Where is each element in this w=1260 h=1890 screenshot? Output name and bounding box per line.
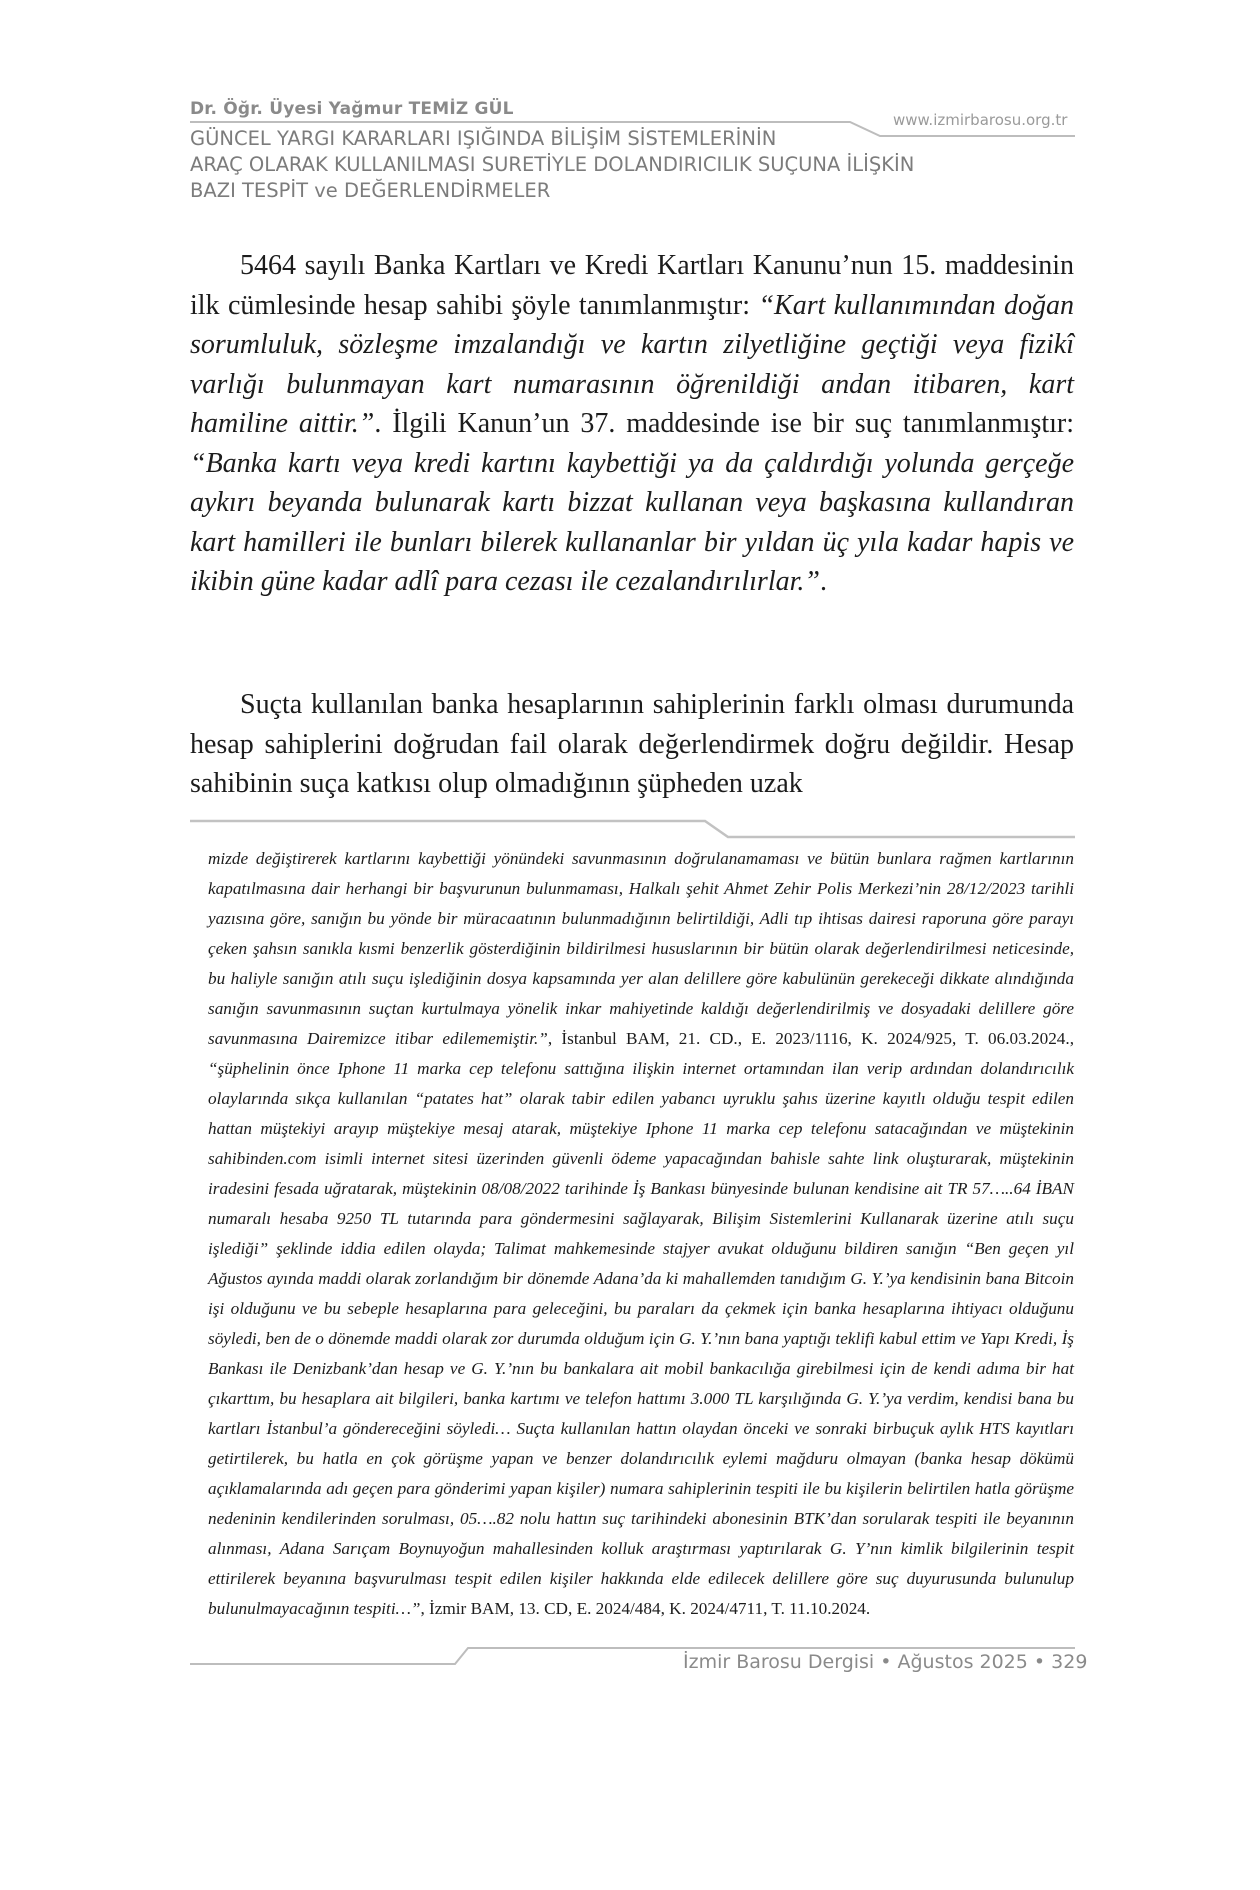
header-title-line: ARAÇ OLARAK KULLANILMASI SURETİYLE DOLANDIRICILIK SUÇUNA İLİŞKİN xyxy=(190,153,915,176)
footnote-citation-b: , İzmir BAM, 13. CD, E. 2024/484, K. 2024/4711, T. 11.10.2024. xyxy=(420,1599,871,1618)
header-title-line: GÜNCEL YARGI KARARLARI IŞIĞINDA BİLİŞİM SİSTEMLERİNİN xyxy=(190,127,777,150)
para1-middle: . İlgili Kanun’un 37. maddesinde ise bir suç tanımlanmıştır: xyxy=(374,408,1075,439)
footnote-citation-a: , İstanbul BAM, 21. CD., E. 2023/1116, K. 2024/925, T. 06.03.2024., xyxy=(547,1029,1074,1048)
body-paragraph-2 xyxy=(190,685,1074,804)
para1-end: . xyxy=(819,566,827,597)
para1-intro: 5464 sayılı Banka Kartları ve Kredi Kartları Kanunu’nun 15. maddesinin ilk cümlesinde hesap sahibi şöyle tanımlanmıştır: xyxy=(190,250,1074,321)
law-quote-article-15: “Kart kullanımından doğan sorumluluk, sözleşme imzalandığı ve kartın zilyetliğine geçtiği veya fizikî varlığı bulunmayan kart numarasının öğrenildiği andan itibaren, kart hamiline aittir.” xyxy=(190,289,1074,439)
footnote-separator-rule xyxy=(190,821,1075,837)
header-title-line: BAZI TESPİT ve DEĞERLENDİRMELER xyxy=(190,179,551,202)
header-article-title xyxy=(190,126,970,204)
header-author: Dr. Öğr. Üyesi Yağmur TEMİZ GÜL xyxy=(190,99,514,119)
para2-text: Suçta kullanılan banka hesaplarının sahiplerinin farklı olması durumunda hesap sahiplerini doğrudan fail olarak değerlendirmek doğru değildir. Hesap sahibinin suça katkısı olup olmadığının şüpheden uzak xyxy=(190,689,1074,799)
footnote xyxy=(208,844,1074,1624)
body-paragraph-1 xyxy=(190,246,1074,602)
footnote-court-quote-a: mizde değiştirerek kartlarını kaybettiği yönündeki savunmasının doğrulanamaması ve bütün bunlara rağmen kartlarının kapatılmasına dair herhangi bir başvurunun bulunmaması, Halkalı şehit Ahmet Zehir Polis Merkezi’nin 28/12/2023 tarihli yazısına göre, sanığın bu yönde bir müracaatının bulunmadığının belirtildiği, Adli tıp ihtisas dairesi raporuna göre parayı çeken şahsın sanıkla kısmi benzerlik gösterdiğinin bildirilmesi hususlarının bir bütün olarak değerlendirilmesi neticesinde, bu haliyle sanığın atılı suçu işlediğinin dosya kapsamında yer alan delillere göre kabulünün gerekeceği dikkate alındığında sanığın savunmasının suçtan kurtulmaya yönelik inkar mahiyetinde kaldığı değerlendirilmiş ve dosyadaki delillere göre savunmasına Dairemizce itibar edilememiştir.” xyxy=(208,849,1074,1048)
header-website-link[interactable]: www.izmirbarosu.org.tr xyxy=(893,111,1068,129)
footer-journal-info: İzmir Barosu Dergisi • Ağustos 2025 • 329 xyxy=(683,1651,1088,1673)
law-quote-article-37: “Banka kartı veya kredi kartını kaybettiği ya da çaldırdığı yolunda gerçeğe aykırı beyanda bulunarak kartı bizzat kullanan veya başkasına kullandıran kart hamilleri ile bunları bilerek kullananlar bir yıldan üç yıla kadar hapis ve ikibin güne kadar adlî para cezası ile cezalandırılırlar.” xyxy=(190,447,1074,597)
footnote-court-quote-b: “şüphelinin önce Iphone 11 marka cep telefonu sattığına ilişkin internet ortamından ilan verip ardından dolandırıcılık olaylarında sıkça kullanılan “patates hat” olarak tabir edilen yabancı uyruklu şahıs üzerine kayıtlı olduğu tespit edilen hattan müştekiyi arayıp müştekiye mesaj atarak, müştekiye Iphone 11 marka cep telefonu satacağından ve müştekinin sahibinden.com isimli internet sitesi üzerinden güvenli ödeme yapacağından bahisle sahte link oluşturarak, müştekinin iradesini fesada uğratarak, müştekinin 08/08/2022 tarihinde İş Bankası bünyesinde bulunan kendisine ait TR 57…..64 İBAN numaralı hesaba 9250 TL tutarında para göndermesini sağlayarak, Bilişim Sistemlerini Kullanarak üzerine atılı suçu işlediği” şeklinde iddia edilen olayda; Talimat mahkemesinde stajyer avukat olduğunu bildiren sanığın “Ben geçen yıl Ağustos ayında maddi olarak zorlandığım bir dönemde Adana’da ki mahallemden tanıdığım G. Y.’ya kendisinin bana Bitcoin işi olduğunu ve bu sebeple hesaplarına para geleceğini, bu paraları da çekmek için banka hesaplarına ihtiyacı olduğunu söyledi, ben de o dönemde maddi olarak zor durumda olduğum için G. Y.’nın bana yaptığı teklifi kabul ettim ve Yapı Kredi, İş Bankası ile Denizbank’dan hesap ve G. Y.’nın bu bankalara ait mobil bankacılığa girebilmesi için de kendi adıma bir hat çıkarttım, bu hesaplara ait bilgileri, banka kartımı ve telefon hattımı 3.000 TL karşılığında G. Y.’ya verdim, kendisi bana bu kartları İstanbul’a göndereceğini söyledi… Suçta kullanılan hattın olaydan önceki ve sonraki birbuçuk aylık HTS kayıtları getirtilerek, bu hatla en çok görüşme yapan ve benzer dolandırıcılık eylemi mağduru olmayan (banka hesap dökümü açıklamalarında adı geçen para gönderimi yapan kişiler) numara sahiplerinin tespiti ile bu kişilerin belirtilen hatla görüşme nedeninin kendilerinden sorulması, 05….82 nolu hattın suç tarihindeki abonesinin BTK’dan sorularak tespiti ile beyanının alınması, Adana Sarıçam Boynuyoğun mahallesinden kolluk araştırması yaptırılarak G. Y’nın kimlik bilgilerinin tespit ettirilerek beyanına başvurulması tespit edilen kişiler hakkında elde edilecek delillere göre suç duyurusunda bulunulup bulunulmayacağının tespiti…” xyxy=(208,1059,1074,1618)
